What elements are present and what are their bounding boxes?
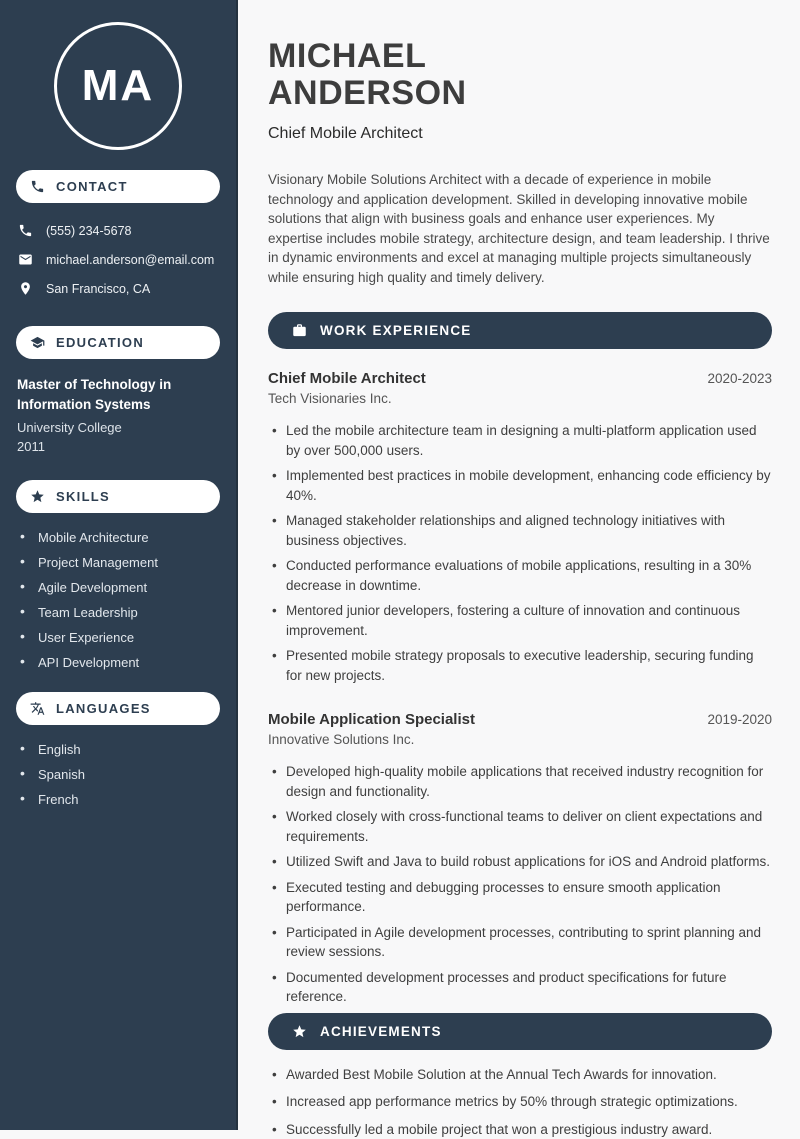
translate-icon (30, 701, 45, 716)
job-header (268, 711, 772, 728)
work-experience-section-header (268, 312, 772, 349)
achievements-section-header (268, 1013, 772, 1050)
education-entry (16, 375, 220, 456)
education-section-title: EDUCATION (56, 335, 144, 350)
contact-email-value: michael.anderson@email.com (46, 253, 214, 267)
skills-section-header (16, 480, 220, 513)
work-experience-section-title: WORK EXPERIENCE (320, 323, 472, 338)
job-bullet: • Conducted performance evaluations of mobile applications, resulting in a 30% decrease in downtime. (268, 556, 772, 595)
job-bullet: • Presented mobile strategy proposals to executive leadership, securing funding for new projects. (268, 646, 772, 685)
job-bullet: • Led the mobile architecture team in designing a multi-platform application used by over 500,000 users. (268, 421, 772, 460)
main-content (238, 0, 800, 1130)
languages-section-header (16, 692, 220, 725)
phone-icon (18, 223, 33, 238)
contact-list (16, 216, 220, 303)
contact-location-row (16, 274, 220, 303)
person-name (268, 38, 772, 112)
job-bullet: • Documented development processes and product specifications for future reference. (268, 968, 772, 1007)
skill-item: • Agile Development (20, 575, 220, 600)
job-bullet-list (268, 421, 772, 685)
job-bullet: • Utilized Swift and Java to build robust applications for iOS and Android platforms. (268, 852, 772, 872)
achievements-list (268, 1065, 772, 1139)
avatar (54, 22, 182, 150)
education-section-header (16, 326, 220, 359)
skill-item: • API Development (20, 650, 220, 675)
education-year: 2011 (17, 438, 219, 456)
contact-location-value: San Francisco, CA (46, 282, 150, 296)
contact-email-row (16, 245, 220, 274)
language-item: • French (20, 787, 220, 812)
job-bullet-list (268, 762, 772, 1007)
briefcase-icon (292, 323, 307, 338)
job-company: Tech Visionaries Inc. (268, 391, 772, 406)
avatar-initials: MA (82, 61, 154, 111)
skills-section-title: SKILLS (56, 489, 110, 504)
skill-item: • Team Leadership (20, 600, 220, 625)
job-entry (268, 711, 772, 1007)
education-degree: Master of Technology in Information Systems (17, 375, 219, 415)
job-title: Chief Mobile Architect (268, 370, 426, 387)
job-bullet: • Mentored junior developers, fostering a culture of innovation and continuous improvement. (268, 601, 772, 640)
skill-item: • Mobile Architecture (20, 525, 220, 550)
skills-list (16, 525, 220, 675)
star-icon (292, 1024, 307, 1039)
skill-item: • User Experience (20, 625, 220, 650)
contact-phone-row (16, 216, 220, 245)
location-pin-icon (18, 281, 33, 296)
achievement-item: • Successfully led a mobile project that won a prestigious industry award. (268, 1120, 772, 1139)
language-item: • English (20, 737, 220, 762)
contact-section-title: CONTACT (56, 179, 128, 194)
graduation-cap-icon (30, 335, 45, 350)
last-name: ANDERSON (268, 75, 772, 112)
job-company: Innovative Solutions Inc. (268, 732, 772, 747)
job-bullet: • Executed testing and debugging processes to ensure smooth application performance. (268, 878, 772, 917)
sidebar (0, 0, 238, 1130)
email-icon (18, 252, 33, 267)
job-bullet: • Worked closely with cross-functional teams to deliver on client expectations and requirements. (268, 807, 772, 846)
contact-phone-value: (555) 234-5678 (46, 224, 131, 238)
job-dates: 2019-2020 (707, 712, 772, 727)
job-bullet: • Developed high-quality mobile applications that received industry recognition for design and functionality. (268, 762, 772, 801)
headline: Chief Mobile Architect (268, 125, 772, 143)
achievements-section-title: ACHIEVEMENTS (320, 1024, 442, 1039)
language-item: • Spanish (20, 762, 220, 787)
languages-section-title: LANGUAGES (56, 701, 151, 716)
education-school: University College (17, 419, 219, 437)
achievement-item: • Awarded Best Mobile Solution at the Annual Tech Awards for innovation. (268, 1065, 772, 1085)
job-bullet: • Participated in Agile development processes, contributing to sprint planning and review sessions. (268, 923, 772, 962)
job-entry (268, 370, 772, 685)
contact-section-header (16, 170, 220, 203)
achievement-item: • Increased app performance metrics by 50% through strategic optimizations. (268, 1092, 772, 1112)
languages-list (16, 737, 220, 812)
star-icon (30, 489, 45, 504)
job-title: Mobile Application Specialist (268, 711, 475, 728)
phone-icon (30, 179, 45, 194)
first-name: MICHAEL (268, 38, 772, 75)
skill-item: • Project Management (20, 550, 220, 575)
job-header (268, 370, 772, 387)
job-dates: 2020-2023 (707, 371, 772, 386)
summary-paragraph: Visionary Mobile Solutions Architect with a decade of experience in mobile technology and application development. Skilled in developing innovative mobile solutions that align with business goals and enhance user experiences. My expertise includes mobile strategy, architecture design, and team leadership. I thrive in dynamic environments and excel at managing multiple projects simultaneously while ensuring high quality and timely delivery. (268, 170, 772, 287)
job-bullet: • Managed stakeholder relationships and aligned technology initiatives with business objectives. (268, 511, 772, 550)
job-bullet: • Implemented best practices in mobile development, enhancing code efficiency by 40%. (268, 466, 772, 505)
